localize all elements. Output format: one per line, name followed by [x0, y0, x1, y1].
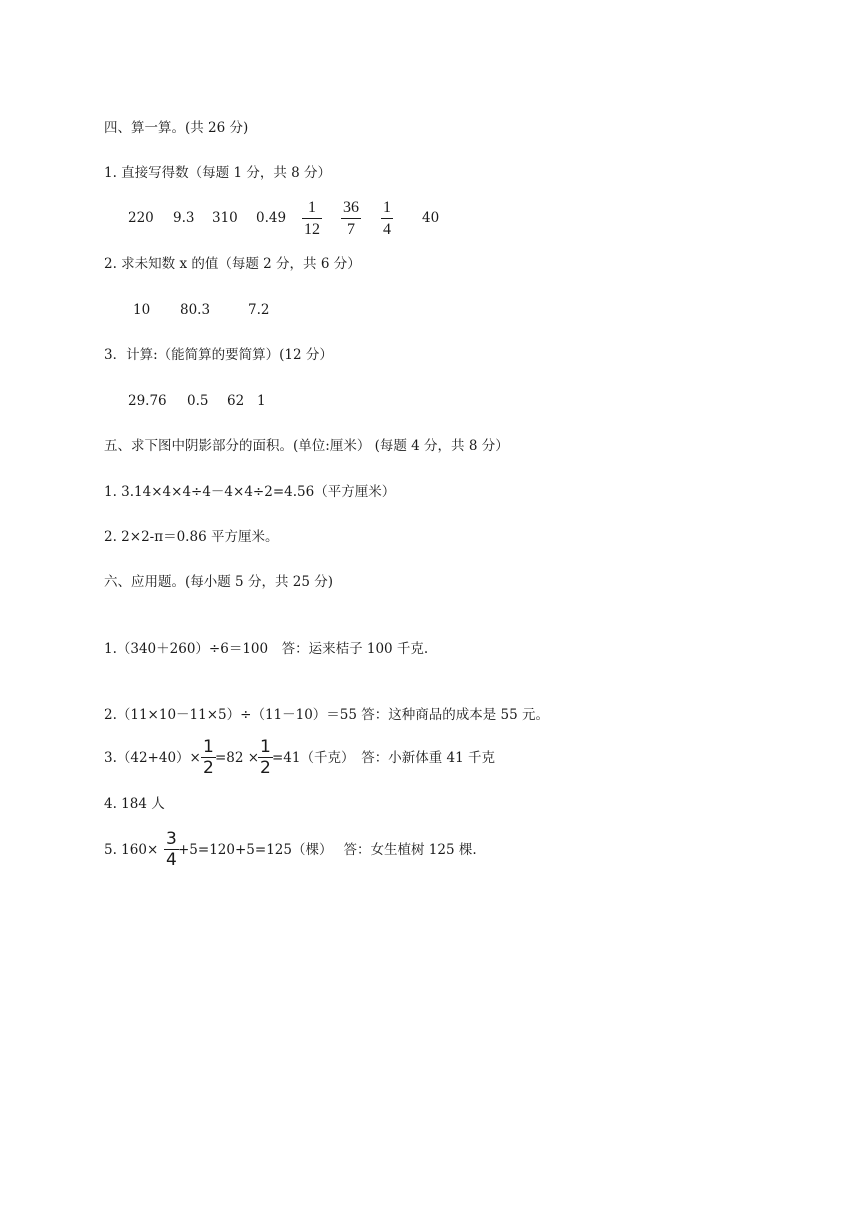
fraction-bar — [341, 218, 361, 219]
q2-title: 2. 求未知数 x 的值（每题 2 分，共 6 分） — [104, 256, 361, 272]
fraction-numerator: 1 — [383, 199, 391, 216]
q1-fraction-2 — [341, 199, 361, 239]
q3-answer-3: 62 — [227, 393, 245, 409]
q3-title: 3．计算:（能简算的要简算）(12 分） — [104, 347, 333, 363]
fraction-numerator: 1 — [308, 199, 316, 216]
q1-answer-5: 40 — [422, 210, 440, 226]
section6-answer-4: 4. 184 人 — [104, 796, 165, 812]
section6-answer-1: 1.（340＋260）÷6＝100 答：运来桔子 100 千克. — [104, 641, 429, 657]
section6-answer-3-prefix: 3.（42+40）× — [104, 750, 201, 766]
q1-title: 1. 直接写得数（每题 1 分，共 8 分） — [104, 165, 332, 181]
q2-answer-2: 80.3 — [180, 302, 211, 318]
section6-answer-3-fraction-2 — [258, 739, 273, 777]
section6-answer-5-prefix: 5. 160× — [104, 842, 159, 858]
q2-answer-1: 10 — [133, 302, 151, 318]
fraction-denominator: 4 — [166, 850, 177, 870]
q1-answer-4: 0.49 — [256, 210, 287, 226]
section6-answer-3-middle: =82 × — [215, 750, 260, 766]
section5-answer-1: 1. 3.14×4×4÷4－4×4÷2=4.56（平方厘米） — [104, 484, 396, 500]
fraction-numerator: 1 — [260, 737, 271, 757]
section6-answer-2: 2.（11×10－11×5）÷（11－10）＝55 答：这种商品的成本是 55 元。 — [104, 707, 550, 723]
q1-answer-2: 9.3 — [173, 210, 195, 226]
q1-fraction-3 — [381, 199, 393, 239]
fraction-denominator: 2 — [203, 758, 214, 778]
q1-answer-3: 310 — [212, 210, 238, 226]
fraction-bar — [302, 218, 322, 219]
section6-answer-5-fraction — [164, 831, 179, 869]
section6-title: 六、应用题。(每小题 5 分，共 25 分) — [104, 574, 333, 590]
section5-title: 五、求下图中阴影部分的面积。(单位:厘米） (每题 4 分，共 8 分） — [104, 438, 509, 454]
section6-answer-3-fraction-1 — [201, 739, 216, 777]
fraction-numerator: 3 — [166, 829, 177, 849]
fraction-denominator: 4 — [383, 221, 391, 238]
q2-answer-3: 7.2 — [248, 302, 270, 318]
section6-answer-5-suffix: +5=120+5=125（棵） 答：女生植树 125 棵. — [178, 842, 477, 858]
fraction-denominator: 7 — [347, 221, 355, 238]
q3-answer-2: 0.5 — [187, 393, 209, 409]
fraction-denominator: 12 — [304, 221, 320, 238]
section6-answer-3-suffix: =41（千克） 答：小新体重 41 千克 — [272, 750, 496, 766]
fraction-numerator: 36 — [343, 199, 359, 216]
section4-title: 四、算一算。(共 26 分) — [104, 120, 249, 136]
q1-answer-1: 220 — [128, 210, 154, 226]
q1-fraction-1 — [302, 199, 322, 239]
section5-answer-2: 2. 2×2-π＝0.86 平方厘米。 — [104, 529, 279, 545]
q3-answer-1: 29.76 — [128, 393, 167, 409]
q3-answer-4: 1 — [257, 393, 266, 409]
fraction-denominator: 2 — [260, 758, 271, 778]
fraction-numerator: 1 — [203, 737, 214, 757]
fraction-bar — [381, 218, 393, 219]
